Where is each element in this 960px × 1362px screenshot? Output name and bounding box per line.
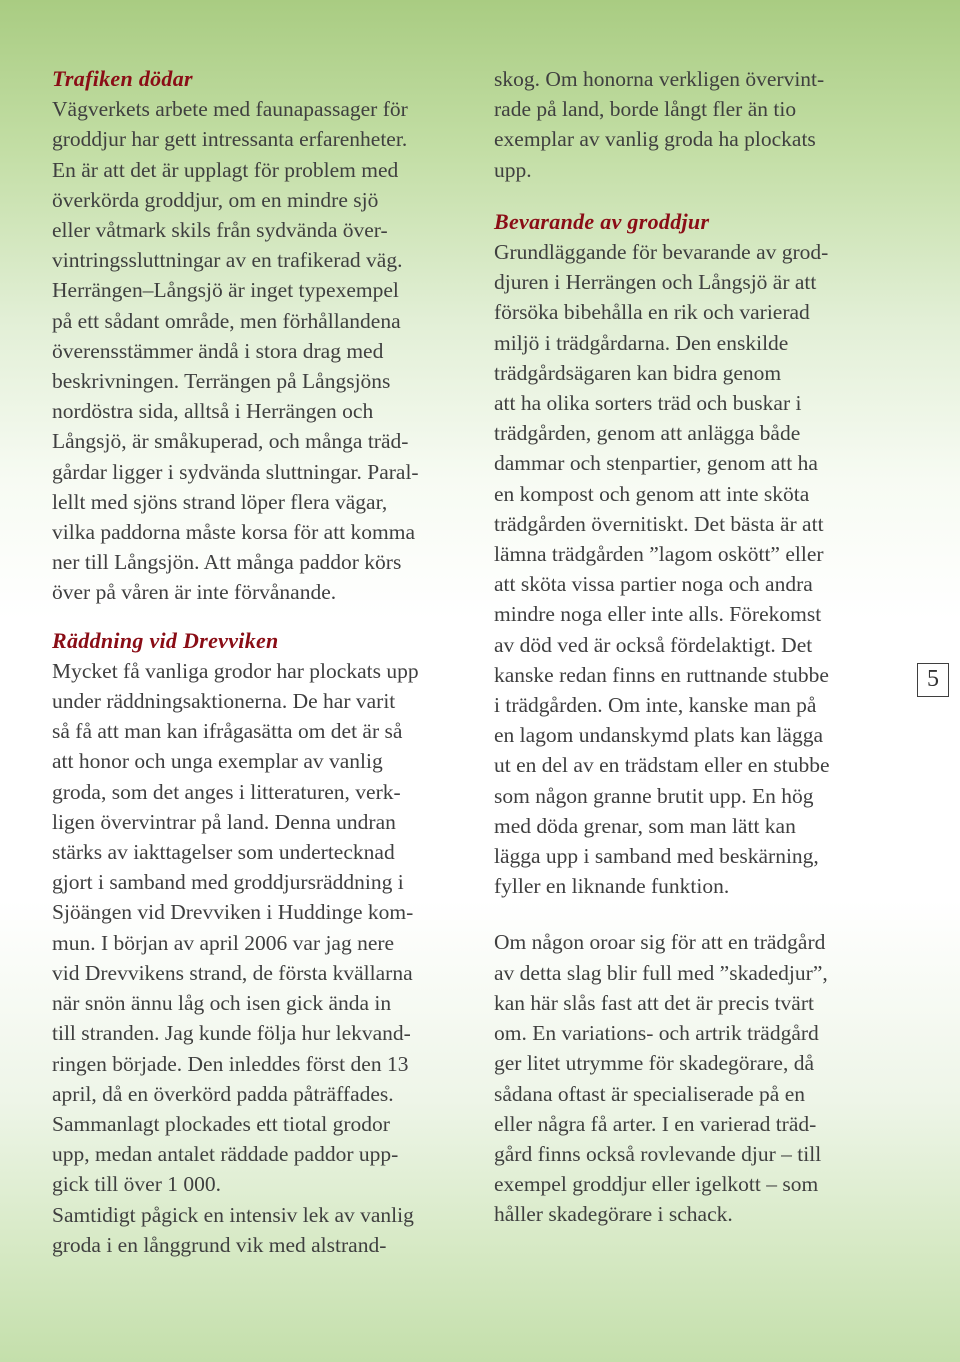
text-line: lellt med sjöns strand löper flera vägar, (52, 489, 388, 514)
paragraph-gap (494, 901, 886, 927)
section-heading-bevarande: Bevarande av groddjur (494, 208, 710, 234)
text-line: överensstämmer ändå i stora drag med (52, 338, 384, 363)
text-line: exemplar av vanlig groda ha plockats (494, 127, 816, 152)
text-line: skog. Om honorna verkligen övervint- (494, 67, 825, 91)
text-line: försöka bibehålla en rik och varierad (494, 300, 810, 325)
text-line: fyller en liknande funktion. (494, 874, 730, 899)
text-line: när snön ännu låg och isen gick ända in (52, 991, 392, 1016)
text-line: att ha olika sorters träd och buskar i (494, 391, 802, 416)
text-line: groddjur har gett intressanta erfarenheter. (52, 127, 408, 152)
text-line: april, då en överkörd padda påträffades. (52, 1081, 394, 1106)
text-line: håller skadegörare i schack. (494, 1202, 733, 1227)
text-line: mindre noga eller inte alls. Förekomst (494, 602, 822, 627)
text-line: upp. (494, 157, 532, 182)
text-line: gård finns också rovlevande djur – till (494, 1141, 822, 1166)
section-gap (52, 608, 472, 626)
text-line: som någon granne brutit upp. En hög (494, 783, 814, 808)
left-column (52, 64, 472, 1260)
text-line: Sammanlagt plockades ett tiotal grodor (52, 1111, 390, 1136)
section-body-raddning (52, 656, 472, 1260)
text-line: upp, medan antalet räddade paddor upp- (52, 1142, 399, 1167)
text-line: Om någon oroar sig för att en trädgård (494, 930, 826, 955)
text-line: att honor och unga exemplar av vanlig (52, 749, 383, 774)
text-line: miljö i trädgårdarna. Den enskilde (494, 330, 789, 355)
text-line: under räddningsaktionerna. De har varit (52, 689, 396, 714)
text-line: trädgården, genom att anlägga både (494, 421, 801, 446)
text-line: av detta slag blir full med ”skadedjur”, (494, 960, 828, 985)
section-gap (494, 185, 886, 207)
right-column (494, 64, 886, 1230)
text-line: nordöstra sida, alltså i Herrängen och (52, 399, 374, 424)
text-line: sådana oftast är specialiserade på en (494, 1081, 805, 1106)
text-line: Grundläggande för bevarande av grod- (494, 240, 829, 265)
text-line: Samtidigt pågick en intensiv lek av vanlig (52, 1202, 414, 1227)
section-body-trafiken (52, 94, 472, 607)
text-line: en lagom undanskymd plats kan lägga (494, 723, 823, 748)
text-line: överkörda groddjur, om en mindre sjö (52, 187, 379, 212)
text-line: Långsjö, är småkuperad, och många träd- (52, 429, 409, 454)
text-line: En är att det är upplagt för problem med (52, 157, 399, 182)
text-line: vintringssluttningar av en trafikerad väg. (52, 248, 403, 273)
text-line: lägga upp i samband med beskärning, (494, 844, 819, 869)
text-line: så få att man kan ifrågasätta om det är så (52, 719, 403, 744)
text-line: ringen började. Den inleddes först den 13 (52, 1051, 409, 1076)
text-line: eller några få arter. I en varierad träd- (494, 1111, 817, 1136)
text-line: Vägverkets arbete med faunapassager för (52, 97, 408, 122)
text-line: eller våtmark skils från sydvända över- (52, 218, 388, 243)
continued-paragraph (494, 64, 886, 185)
text-line: ger litet utrymme för skadegörare, då (494, 1051, 814, 1076)
section-body-bevarande (494, 237, 886, 901)
text-line: vid Drevvikens strand, de första kvällarna (52, 960, 413, 985)
text-line: groda, som det anges i litteraturen, verk- (52, 779, 401, 804)
text-line: över på våren är inte förvånande. (52, 580, 337, 605)
text-line: trädgården övernitiskt. Det bästa är att (494, 511, 824, 536)
text-line: av död ved är också fördelaktigt. Det (494, 632, 813, 657)
text-line: ner till Långsjön. Att många paddor körs (52, 550, 402, 575)
text-line: lämna trädgården ”lagom osköttˮ eller (494, 542, 824, 567)
text-line: till stranden. Jag kunde följa hur lekvand- (52, 1021, 411, 1046)
text-line: kan här slås fast att det är precis tvärt (494, 990, 814, 1015)
text-line: gick till över 1 000. (52, 1172, 221, 1197)
section-heading-trafiken: Trafiken dödar (52, 66, 193, 91)
text-line: vilka paddorna måste korsa för att komma (52, 520, 416, 545)
text-line: kanske redan finns en ruttnande stubbe (494, 662, 829, 687)
text-line: beskrivningen. Terrängen på Långsjöns (52, 369, 391, 394)
text-line: gårdar ligger i sydvända sluttningar. Paral- (52, 459, 419, 484)
text-line: stärks av iakttagelser som undertecknad (52, 840, 395, 865)
text-line: på ett sådant område, men förhållandena (52, 308, 401, 333)
text-line: en kompost och genom att inte sköta (494, 481, 810, 506)
page-number: 5 (917, 663, 949, 697)
text-line: Mycket få vanliga grodor har plockats upp (52, 658, 419, 683)
text-line: rade på land, borde långt fler än tio (494, 97, 797, 122)
section-heading-raddning: Räddning vid Drevviken (52, 627, 279, 653)
text-line: gjort i samband med groddjursräddning i (52, 870, 404, 895)
text-line: Herrängen–Långsjö är inget typexempel (52, 278, 399, 303)
text-line: djuren i Herrängen och Långsjö är att (494, 270, 817, 295)
text-line: i trädgården. Om inte, kanske man på (494, 693, 817, 718)
text-line: exempel groddjur eller igelkott – som (494, 1172, 819, 1197)
text-line: groda i en långgrund vik med alstrand- (52, 1232, 387, 1257)
closing-paragraph (494, 927, 886, 1229)
text-line: ligen övervintrar på land. Denna undran (52, 809, 396, 834)
text-line: dammar och stenpartier, genom att ha (494, 451, 818, 476)
text-line: med döda grenar, som man lätt kan (494, 813, 796, 838)
text-line: att sköta vissa partier noga och andra (494, 572, 813, 597)
text-line: Sjöängen vid Drevviken i Huddinge kom- (52, 900, 414, 925)
text-line: mun. I början av april 2006 var jag nere (52, 930, 395, 955)
text-line: om. En variations- och artrik trädgård (494, 1021, 819, 1046)
text-line: trädgårdsägaren kan bidra genom (494, 360, 782, 385)
text-line: ut en del av en trädstam eller en stubbe (494, 753, 830, 778)
